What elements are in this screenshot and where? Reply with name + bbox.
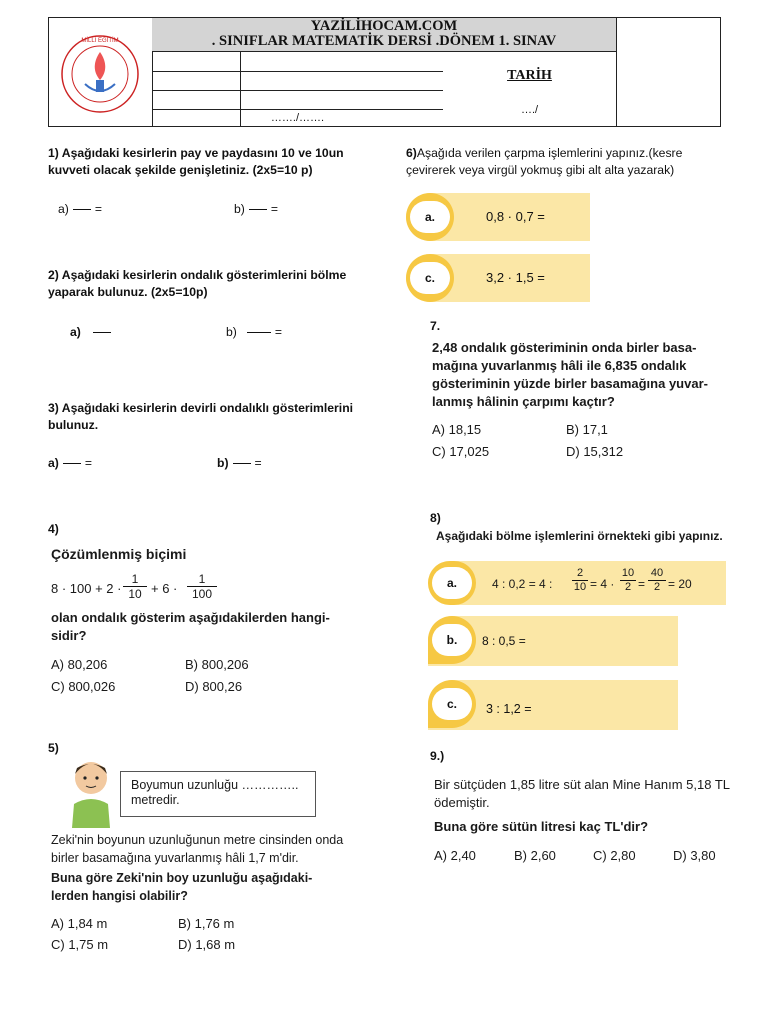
speech-bubble: Boyumun uzunluğu ………….. metredir. [120,771,316,817]
q8-item-c-label: c. [432,688,472,720]
q6-item-c-label: c. [410,262,450,294]
q8-text: Aşağıdaki bölme işlemlerini örnekteki gibi yapınız. [436,529,723,543]
question-4-number: 4) [48,522,59,536]
q5-option-a: A) 1,84 m [51,916,108,931]
q6-item-a [406,193,590,241]
q8-item-b-label: b. [432,624,472,656]
q9-question: Buna göre sütün litresi kaç TL'dir? [434,819,649,834]
q4-question: olan ondalık gösterim aşağıdakilerden hangi- sidir? [51,610,330,643]
q7-option-d: D) 15,312 [566,444,624,459]
q5-text: Zeki'nin boyunun uzunluğunun metre cinsinden onda birler basamağına yuvarlanmış hâli 1,7 m'dir. [51,833,344,865]
q8-example-label: a. [432,567,472,599]
q4-option-b: B) 800,206 [185,657,249,672]
q9-text: Bir sütçüden 1,85 litre süt alan Mine Hanım 5,18 TL ödemiştir. [434,777,730,810]
q4-option-d: D) 800,26 [185,679,243,694]
q4-option-a: A) 80,206 [51,657,108,672]
svg-text:MİLLİ EĞİTİM: MİLLİ EĞİTİM [81,38,119,44]
q3-part-b: b) = [217,456,262,470]
date-label: TARİH [507,68,552,83]
q5-question: Buna göre Zeki'nin boy uzunluğu aşağıdaki- lerden hangisi olabilir? [51,871,313,903]
q4-expression: 8 · 100 + 2 · 1 10 + 6 · 1 100 [51,572,251,606]
score-cell [616,18,721,126]
q8-example [428,561,726,605]
q6-item-c [406,254,590,302]
q7-option-c: C) 17,025 [432,444,490,459]
q2-part-b: b) = [226,325,282,339]
q8-item-b [428,616,678,666]
question-6: 6)Aşağıda verilen çarpma işlemlerini yapınız.(kesre çevirerek veya virgül yokmuş gibi alt alta yazarak) [406,146,683,177]
q2-part-a: a) [70,324,115,341]
question-3: 3) Aşağıdaki kesirlerin devirli ondalıklı gösterimlerini bulunuz. [48,401,354,432]
q7-question: 2,48 ondalık gösteriminin onda birler basa- mağına yuvarlanmış hâli ile 6,835 ondalık gösteriminin yüzde birler basamağına yuvar- lanmış hâlinin çarpımı kaçtır? [432,340,708,409]
q8-item-b-expr: 8 : 0,5 = [482,634,526,648]
ministry-logo-icon [49,18,152,126]
q8-example-expr: 4 : 0,2 = 4 : 2 10 = 4 · 10 2 = 40 2 = 20 [492,567,692,593]
q1-part-b: b) = [234,202,278,216]
question-1: 1) Aşağıdaki kesirlerin pay ve paydasını 10 ve 10un kuvveti olacak şekilde genişletiniz. (2x5=10 p) [48,146,344,177]
q4-option-c: C) 800,026 [51,679,116,694]
q5-option-c: C) 1,75 m [51,937,109,952]
q9-option-d: D) 3,80 [673,848,716,863]
q5-option-b: B) 1,76 m [178,916,235,931]
exam-title [152,18,616,52]
q9-option-a: A) 2,40 [434,848,476,863]
q6-item-c-expr: 3,2 · 1,5 = [486,270,545,285]
q9-option-b: B) 2,60 [514,848,556,863]
q7-option-a: A) 18,15 [432,422,482,437]
q7-option-b: B) 17,1 [566,422,608,437]
exam-subtitle: . SINIFLAR MATEMATİK DERSİ .DÖNEM 1. SINAV [211,33,557,49]
q8-item-c [428,680,678,730]
question-5-number: 5) [48,741,59,755]
question-2: 2) Aşağıdaki kesirlerin ondalık gösterimlerini bölme yaparak bulunuz. (2x5=10p) [48,268,347,299]
date-dots-field: ……./……. [270,112,325,124]
q1-part-a: a) = [58,202,102,216]
question-8-number: 8) [430,511,441,525]
q4-heading: Çözümlenmiş biçimi [51,546,187,562]
logo-cell [49,18,153,126]
boy-illustration-icon [66,758,116,828]
q3-part-a: a) = [48,456,92,470]
q5-option-d: D) 1,68 m [178,937,236,952]
q9-option-c: C) 2,80 [593,848,636,863]
exam-header [48,17,721,127]
site-title: YAZİLİHOCAM.COM [310,18,458,34]
date-value: …./ [520,104,539,116]
q8-item-c-expr: 3 : 1,2 = [486,702,532,716]
q6-item-a-label: a. [410,201,450,233]
q6-item-a-expr: 0,8 · 0,7 = [486,209,545,224]
question-9-number: 9.) [430,749,445,763]
question-7-number: 7. [430,319,441,333]
